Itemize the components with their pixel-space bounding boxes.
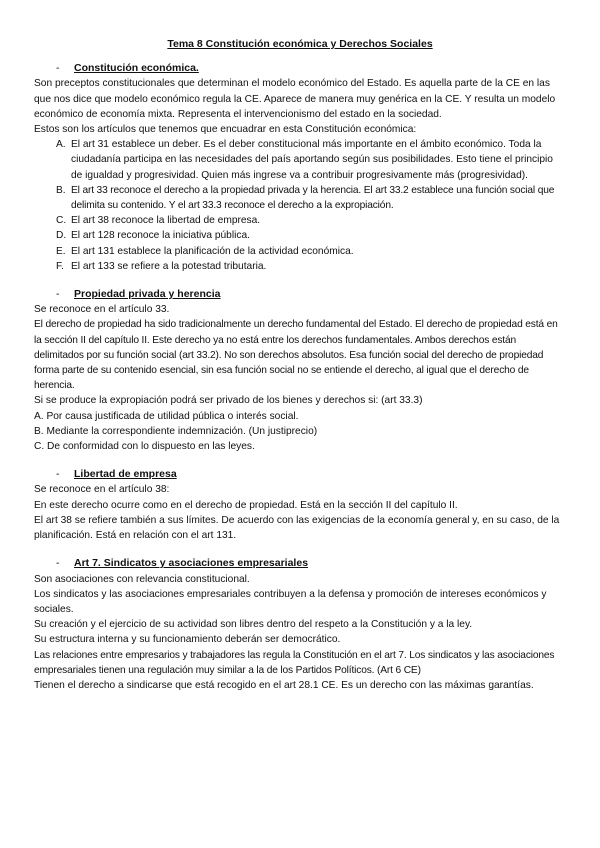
section-heading-text: Libertad de empresa [74,468,177,481]
list-marker: E. [56,245,66,257]
paragraph: El derecho de propiedad ha sido tradicionalmente un derecho fundamental del Estado. El derecho de propiedad está en la sección II del capítulo II. Este derecho ya no está entre los derechos fundamentales. Ambos derechos están delimitados por su función social (art 33.2). No son derechos absolutos. Esa función social del derecho de propiedad forma parte de su contenido esencial, sin esa función social no se entiende el derecho, al igual que el derecho de herencia. [34,319,558,392]
section-sindicatos [34,556,566,693]
paragraph: Su estructura interna y su funcionamiento deberán ser democrático. [34,634,341,646]
list-marker: B. [56,184,66,196]
section-heading-text: Constitución económica. [74,62,199,75]
list-item-text: El art 38 reconoce la libertad de empresa. [71,215,261,227]
section-spacer [34,274,566,287]
bullet-dash: - [56,62,60,75]
bullet-dash: - [56,557,60,570]
paragraph: Se reconoce en el artículo 33. [34,304,170,316]
paragraph: Son preceptos constitucionales que determinan el modelo económico del Estado. Es aquella parte de la CE en las que nos dice que modelo económico regula la CE. Aparece de manera muy genérica en la CE. Y resulta un modelo económico de economía mixta. Representa el intervencionismo del estado en la sociedad. [34,78,556,120]
section-heading [34,61,566,76]
list-marker: F. [56,260,64,272]
paragraph: Se reconoce en el artículo 38: [34,484,170,496]
list-item-text: El art 131 establece la planificación de la actividad económica. [71,245,354,257]
paragraph: Los sindicatos y las asociaciones empresariales contribuyen a la defensa y promoción de intereses económicos y sociales. [34,588,547,615]
bullet-dash: - [56,288,60,301]
paragraph: El art 38 se refiere también a sus límites. De acuerdo con las exigencias de la economía general y, en su caso, de la planificación. Está en relación con el art 131. [34,514,560,542]
paragraph: A. Por causa justificada de utilidad pública o interés social. [34,410,299,422]
list-item-text: El art 33 reconoce el derecho a la propiedad privada y la herencia. El art 33.2 establece una función social que delimita su contenido. Y el art 33.3 reconoce el derecho a la expropiación. [71,184,555,212]
paragraph: Estos son los artículos que tenemos que encuadrar en esta Constitución económica: [34,124,417,136]
paragraph: Son asociaciones con relevancia constitucional. [34,573,250,585]
list-item-text: El art 133 se refiere a la potestad tributaria. [71,260,267,272]
section-constitucion-economica [34,61,566,274]
paragraph: B. Mediante la correspondiente indemnización. (Un justiprecio) [34,425,318,437]
section-heading-text: Art 7. Sindicatos y asociaciones empresariales [74,557,309,570]
section-propiedad-privada [34,287,566,454]
document-title: Tema 8 Constitución económica y Derechos Sociales [167,38,433,50]
section-heading [34,556,566,571]
list-item [34,228,566,243]
section-libertad-empresa [34,467,566,543]
section-heading [34,287,566,302]
section-spacer [34,454,566,467]
paragraph: Si se produce la expropiación podrá ser privado de los bienes y derechos si: (art 33.3) [34,395,423,407]
list-item [34,259,566,274]
list-item [34,137,566,183]
bullet-dash: - [56,468,60,481]
section-spacer [34,543,566,556]
paragraph: Las relaciones entre empresarios y trabajadores las regula la Constitución en el art 7. Los sindicatos y las asociaciones empresariales tienen una regulación muy similar a la de los Partidos Políticos. (Art 6 CE) [34,649,555,676]
list-marker: A. [56,139,66,151]
section-heading-text: Propiedad privada y herencia [74,288,221,301]
paragraph: Su creación y el ejercicio de su actividad son libres dentro del respeto a la Constitución y a la ley. [34,619,473,631]
section-heading [34,467,566,482]
list-marker: C. [56,215,67,227]
list-item [34,213,566,228]
list-item-text: El art 128 reconoce la iniciativa pública. [71,230,250,242]
paragraph: En este derecho ocurre como en el derecho de propiedad. Está en la sección II del capítulo II. [34,499,458,511]
paragraph: Tienen el derecho a sindicarse que está recogido en el art 28.1 CE. Es un derecho con las máximas garantías. [34,679,534,691]
list-item-text: El art 31 establece un deber. Es el deber constitucional más importante en el ámbito económico. Toda la ciudadanía participa en las necesidades del país aportando según sus posibilidades. Esto tiene el principio de igualdad y progresividad. Quien más ingrese va a contribuir progresivamente más (progresividad). [71,139,553,181]
article-list [34,137,566,274]
list-marker: D. [56,230,67,242]
list-item [34,244,566,259]
list-item [34,183,566,213]
paragraph: C. De conformidad con lo dispuesto en las leyes. [34,441,255,453]
